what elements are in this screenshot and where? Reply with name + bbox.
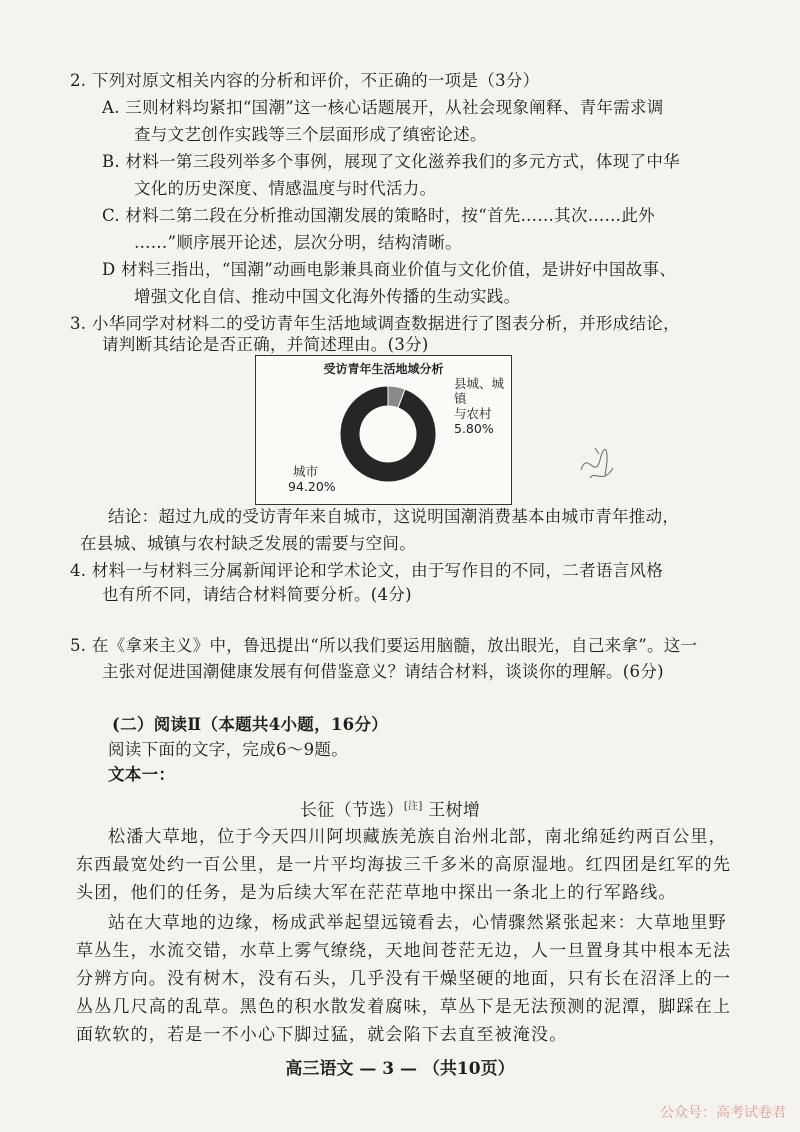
passage-p2-line3: 分辨方向。没有树木，没有石头，几乎没有干燥坚硬的地面，只有长在沼泽上的一 <box>76 969 732 989</box>
q3-conclusion-line2: 在县城、城镇与农村缺乏发展的需要与空间。 <box>80 534 416 553</box>
passage-title-text: 长征（节选） <box>300 800 404 821</box>
q2-option-a-line1: A. 三则材料均紧扣“国潮”这一核心话题展开，从社会现象阐释、青年需求调 <box>102 98 664 117</box>
question-5-line2: 主张对促进国潮健康发展有何借鉴意义？请结合材料，谈谈你的理解。(6分) <box>102 662 664 681</box>
passage-p1-line2: 东西最宽处约一百公里，是一片平均海拔三千多米的高原湿地。红四团是红军的先 <box>76 855 732 875</box>
donut-chart <box>255 355 512 505</box>
page-footer: 高三语文 — 3 — （共10页） <box>285 1059 515 1079</box>
q2-option-b-line1: B. 材料一第三段列举多个事例，展现了文化滋养我们的多元方式，体现了中华 <box>102 152 680 171</box>
passage-title <box>300 796 480 822</box>
chart-label-rural <box>454 376 511 436</box>
passage-author: 王树增 <box>428 800 481 821</box>
q2-option-b-line2: 文化的历史深度、情感温度与时代活力。 <box>134 179 437 198</box>
section-2-heading: (二）阅读Ⅱ（本题共4小题，16分） <box>112 715 389 734</box>
question-3-stem-line2: 请判断其结论是否正确，并简述理由。(3分) <box>102 335 429 354</box>
q2-option-c-line1: C. 材料二第二段在分析推动国潮发展的策略时，按“首先……其次……此外 <box>102 206 655 225</box>
text-one-label: 文本一： <box>108 765 176 784</box>
chart-label-city <box>288 464 336 494</box>
chart-label-city-line1: 城市 <box>293 464 319 479</box>
passage-note-mark: [注] <box>403 801 423 812</box>
section-2-instruction: 阅读下面的文字，完成6～9题。 <box>108 740 348 759</box>
passage-p2-line1: 站在大草地的边缘，杨成武举起望远镜看去，心情骤然紧张起来：大草地里野 <box>108 913 727 933</box>
question-3-stem-line1: 3. 小华同学对材料二的受访青年生活地域调查数据进行了图表分析，并形成结论， <box>70 314 680 333</box>
chart-label-city-value: 94.20% <box>288 479 336 494</box>
question-4-line1: 4. 材料一与材料三分属新闻评论和学术论文，由于写作目的不同，二者语言风格 <box>70 561 664 580</box>
pencil-scribble <box>575 440 620 490</box>
passage-p2-line2: 草丛生，水流交错，水草上雾气缭绕，天地间苍茫无边，人一旦置身其中根本无法 <box>76 941 732 961</box>
chart-label-rural-value: 5.80% <box>454 421 494 436</box>
question-4-line2: 也有所不同，请结合材料简要分析。(4分) <box>102 585 412 604</box>
donut-slice-city <box>340 386 436 482</box>
passage-p2-line5: 面软软的，若是一不小心下脚过猛，就会陷下去直至被淹没。 <box>76 1025 568 1045</box>
q2-option-d-line2: 增强文化自信、推动中国文化海外传播的生动实践。 <box>134 287 521 306</box>
question-2-stem: 2. 下列对原文相关内容的分析和评价，不正确的一项是（3分） <box>70 71 540 90</box>
q3-conclusion-line1: 结论：超过九成的受访青年来自城市，这说明国潮消费基本由城市青年推动， <box>108 507 680 526</box>
chart-title: 受访青年生活地域分析 <box>323 362 444 376</box>
q2-option-d-line1: D 材料三指出，“国潮”动画电影兼具商业价值与文化价值，是讲好中国故事、 <box>102 260 677 279</box>
chart-label-rural-line2: 与农村 <box>454 406 492 421</box>
q2-option-c-line2: ……”顺序展开论述，层次分明，结构清晰。 <box>134 233 462 252</box>
q2-option-a-line2: 查与文艺创作实践等三个层面形成了缜密论述。 <box>134 125 487 144</box>
question-5-line1: 5. 在《拿来主义》中，鲁迅提出“所以我们要运用脑髓，放出眼光，自己来拿”。这一 <box>70 636 698 655</box>
passage-p1-line1: 松潘大草地，位于今天四川阿坝藏族羌族自治州北部，南北绵延约两百公里， <box>108 827 727 847</box>
passage-p1-line3: 头团，他们的任务，是为后续大军在茫茫草地中探出一条北上的行军路线。 <box>76 883 677 903</box>
chart-label-rural-line1: 县城、城镇 <box>454 376 505 406</box>
watermark: 公众号：高考试卷君 <box>660 1105 786 1121</box>
passage-p2-line4: 丛丛几尺高的乱草。黑色的积水散发着腐味，草丛下是无法预测的泥潭，脚踩在上 <box>76 997 732 1017</box>
